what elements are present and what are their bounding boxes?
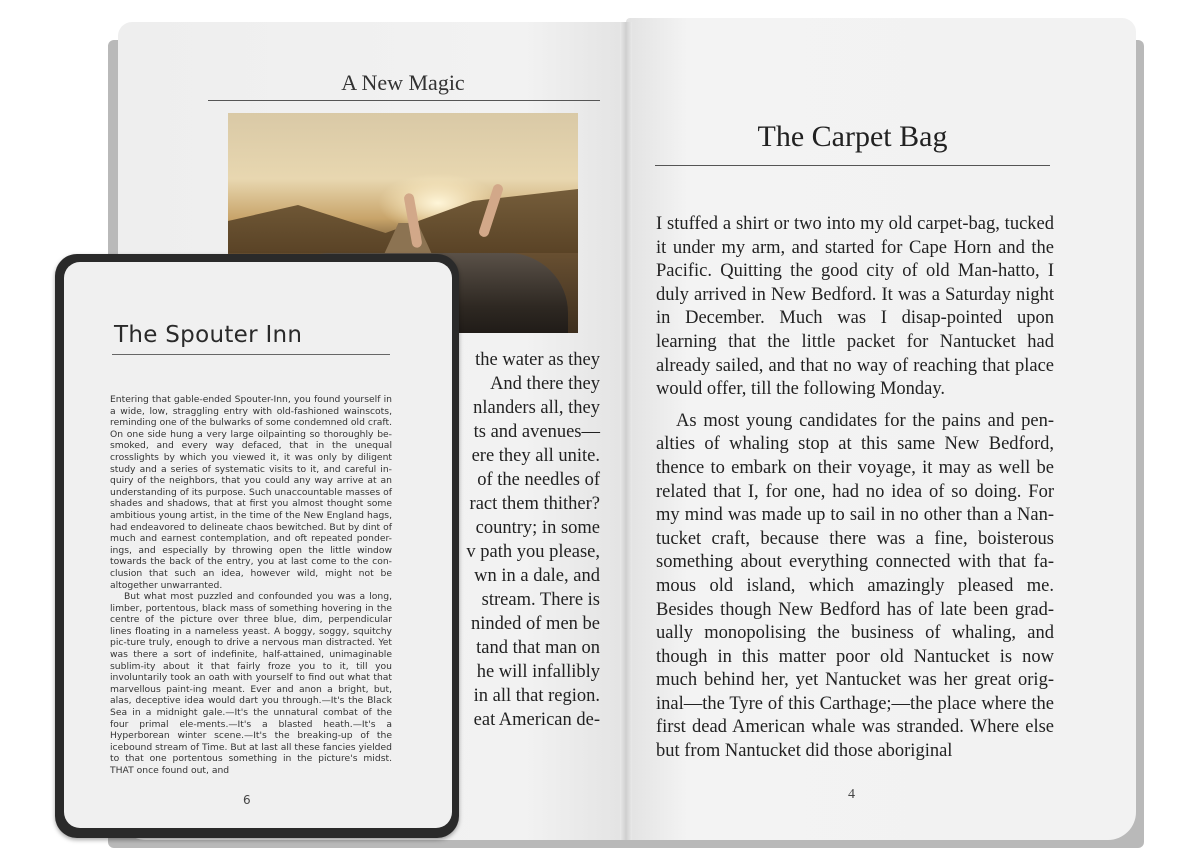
text-line: of the needles of: [477, 470, 600, 490]
right-title-rule: [655, 165, 1050, 166]
book-spine: [620, 22, 632, 840]
ereader-chapter-title: The Spouter Inn: [114, 322, 303, 348]
ereader-title-rule: [112, 354, 390, 355]
text-line: eat American de-: [473, 710, 600, 730]
paragraph: I stuffed a shirt or two into my old carpet-bag, tucked it under my arm, and started for Cape Horn and the Pacific. Quitting the good city of old Man-hatto, I duly arrived in New Bedford. It was a Saturday night in December. Much was I disap-pointed upon learning that the little packet for Nantucket had already sailed, and that no way of reaching that place would offer, till the following Monday.: [656, 214, 1054, 400]
text-line: v path you please,: [466, 542, 600, 562]
text-line: the water as they: [475, 350, 600, 370]
paragraph: Entering that gable-ended Spouter-Inn, you found yourself in a wide, low, straggling entry with old-fashioned wainscots, reminding one of the bulwarks of some condemned old craft. On one side hung a very large oilpainting so thoroughly be-smoked, and every way defaced, that in the unequal crosslights by which you viewed it, it was only by diligent study and a series of systematic visits to it, and careful in-quiry of the neighbors, that you could any way arrive at an understanding of its purpose. Such unaccountable masses of shades and shadows, that at first you almost thought some ambitious young artist, in the time of the New England hags, had endeavored to delineate chaos bewitched. But by dint of much and earnest contemplation, and oft repeated ponder-ings, and especially by throwing open the little window towards the back of the entry, you at last come to the con-clusion that such an idea, however wild, might not be altogether unwarranted.: [110, 394, 392, 591]
text-line: country; in some: [475, 518, 600, 538]
right-chapter-title: The Carpet Bag: [757, 120, 948, 153]
right-page-number: 4: [848, 787, 855, 802]
paragraph: But what most puzzled and confounded you was a long, limber, portentous, black mass of something hovering in the centre of the picture over three blue, dim, perpendicular lines floating in a nameless yeast. A boggy, soggy, squitchy pic-ture truly, enough to drive a nervous man distracted. Yet was there a sort of indefinite, half-attained, unimaginable sublim-ity about it that fairly froze you to it, till you involuntarily took an oath with yourself to find out what that marvellous paint-ing meant. Ever and anon a bright, but, alas, deceptive idea would dart you through.—It's the Black Sea in a midnight gale.—It's the unnatural combat of the four primal ele-ments.—It's a blasted heath.—It's a Hyperborean winter scene.—It's the breaking-up of the icebound stream of Time. But at last all these fancies yielded to that one portentous something in the picture's midst. THAT once found out, and: [110, 591, 392, 776]
left-chapter-title: A New Magic: [341, 70, 465, 95]
text-line: in all that region.: [473, 686, 600, 706]
ereader-text: [110, 394, 392, 777]
text-line: wn in a dale, and: [474, 566, 600, 586]
ereader-page-number: 6: [243, 793, 251, 807]
text-line: he will infallibly: [476, 662, 600, 682]
text-line: nlanders all, they: [473, 398, 600, 418]
right-page-text: [656, 213, 1054, 764]
text-line: tand that man on: [476, 638, 600, 658]
text-line: ere they all unite.: [471, 446, 600, 466]
paragraph: As most young candidates for the pains and pen-alties of whaling stop at this same New Bedford, thence to embark on their voyage, it may as well be related that I, for one, had no idea of so doing. For my mind was made up to sail in no other than a Nan-tucket craft, because there was a fine, boisterous something about everything connected with that fa-mous old island, which amazingly pleased me. Besides though New Bedford has of late been grad-ually monopolising the business of whaling, and though in this matter poor old Nantucket is now much behind her, yet Nantucket was her great orig-inal—the Tyre of this Carthage;—the place where the first dead American whale was stranded. Where else but from Nantucket did those aboriginal: [656, 410, 1054, 762]
text-line: ts and avenues—: [473, 422, 600, 442]
left-title-rule: [208, 100, 600, 101]
left-page-text: [460, 348, 600, 732]
text-line: And there they: [490, 374, 600, 394]
text-line: stream. There is: [481, 590, 600, 610]
text-line: ract them thither?: [469, 494, 600, 514]
text-line: ninded of men be: [471, 614, 600, 634]
